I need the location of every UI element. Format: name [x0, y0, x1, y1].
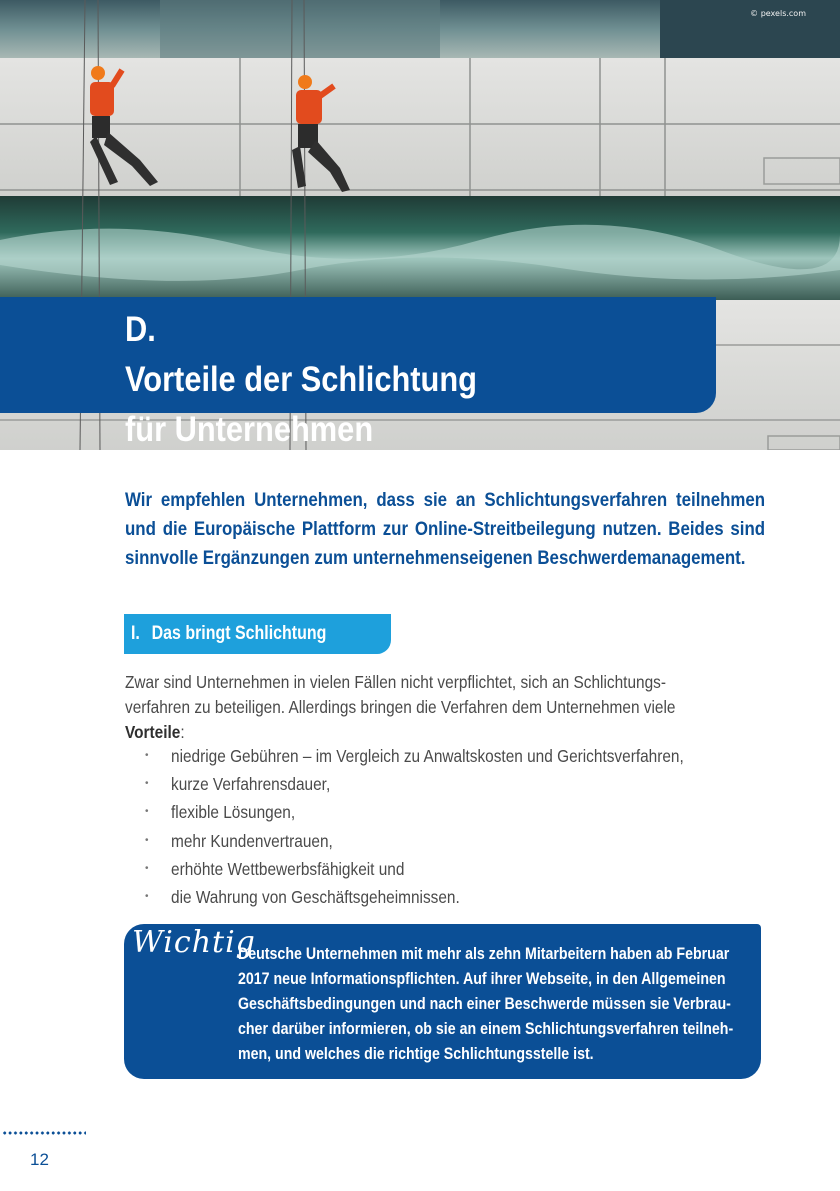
title-line-2: für Unternehmen [125, 410, 374, 449]
list-item: • die Wahrung von Geschäftsgeheimnissen. [125, 883, 754, 911]
bullet-icon: • [145, 750, 149, 761]
title-line-1: Vorteile der Schlichtung [125, 360, 477, 399]
note-line: men, und welches die richtige Schlichtungsstelle ist. [238, 1045, 594, 1063]
page-number: 12 [30, 1150, 49, 1169]
footer-dotted-line [2, 1130, 86, 1136]
body-bold-term: Vorteile [125, 722, 181, 742]
note-line: cher darüber informieren, ob sie an einem Schlichtungsverfahren teilneh- [238, 1020, 734, 1038]
list-item: • niedrige Gebühren – im Vergleich zu Anwaltskosten und Gerichtsverfahren, [125, 742, 754, 770]
section-heading [131, 621, 326, 647]
body-paragraph [125, 670, 759, 745]
note-line: Deutsche Unternehmen mit mehr als zehn Mitarbeitern haben ab Februar [238, 945, 730, 963]
bullet-icon: • [145, 862, 149, 874]
photo-credit: © pexels.com [750, 9, 806, 18]
section-heading-text: Das bringt Schlichtung [151, 623, 327, 644]
body-line: verfahren zu beteiligen. Allerdings bringen die Verfahren dem Unternehmen viele [125, 697, 676, 717]
note-line: Geschäftsbedingungen und nach einer Beschwerde müssen sie Verbrau- [238, 995, 731, 1013]
chapter-letter: D. [125, 310, 156, 349]
list-item: • flexible Lösungen, [125, 798, 754, 826]
advantages-list [125, 742, 754, 911]
list-item: • kurze Verfahrensdauer, [125, 770, 754, 798]
intro-paragraph: Wir empfehlen Unternehmen, dass sie an Schlichtungsverfahren teilnehmen und die Europäische Plattform zur Online-Streitbeilegung nutzen. Beides sind sinnvolle Ergänzungen zum unternehmenseigenen Beschwerdemanagement. [125, 489, 766, 569]
list-item: • mehr Kundenvertrauen, [125, 827, 754, 855]
section-number: I. [131, 623, 140, 644]
bullet-icon: • [145, 890, 149, 902]
note-line: 2017 neue Informationspflichten. Auf ihrer Webseite, in den Allgemeinen [238, 970, 726, 988]
list-item: • erhöhte Wettbewerbsfähigkeit und [125, 855, 754, 883]
important-label: Wichtig [132, 925, 256, 960]
bullet-icon: • [145, 834, 149, 846]
body-colon: : [180, 722, 185, 742]
important-note-text [238, 942, 745, 1067]
page-title [125, 305, 618, 455]
body-line: Zwar sind Unternehmen in vielen Fällen nicht verpflichtet, sich an Schlichtungs- [125, 672, 666, 692]
bullet-icon: • [145, 806, 149, 818]
bullet-icon: • [145, 778, 149, 790]
